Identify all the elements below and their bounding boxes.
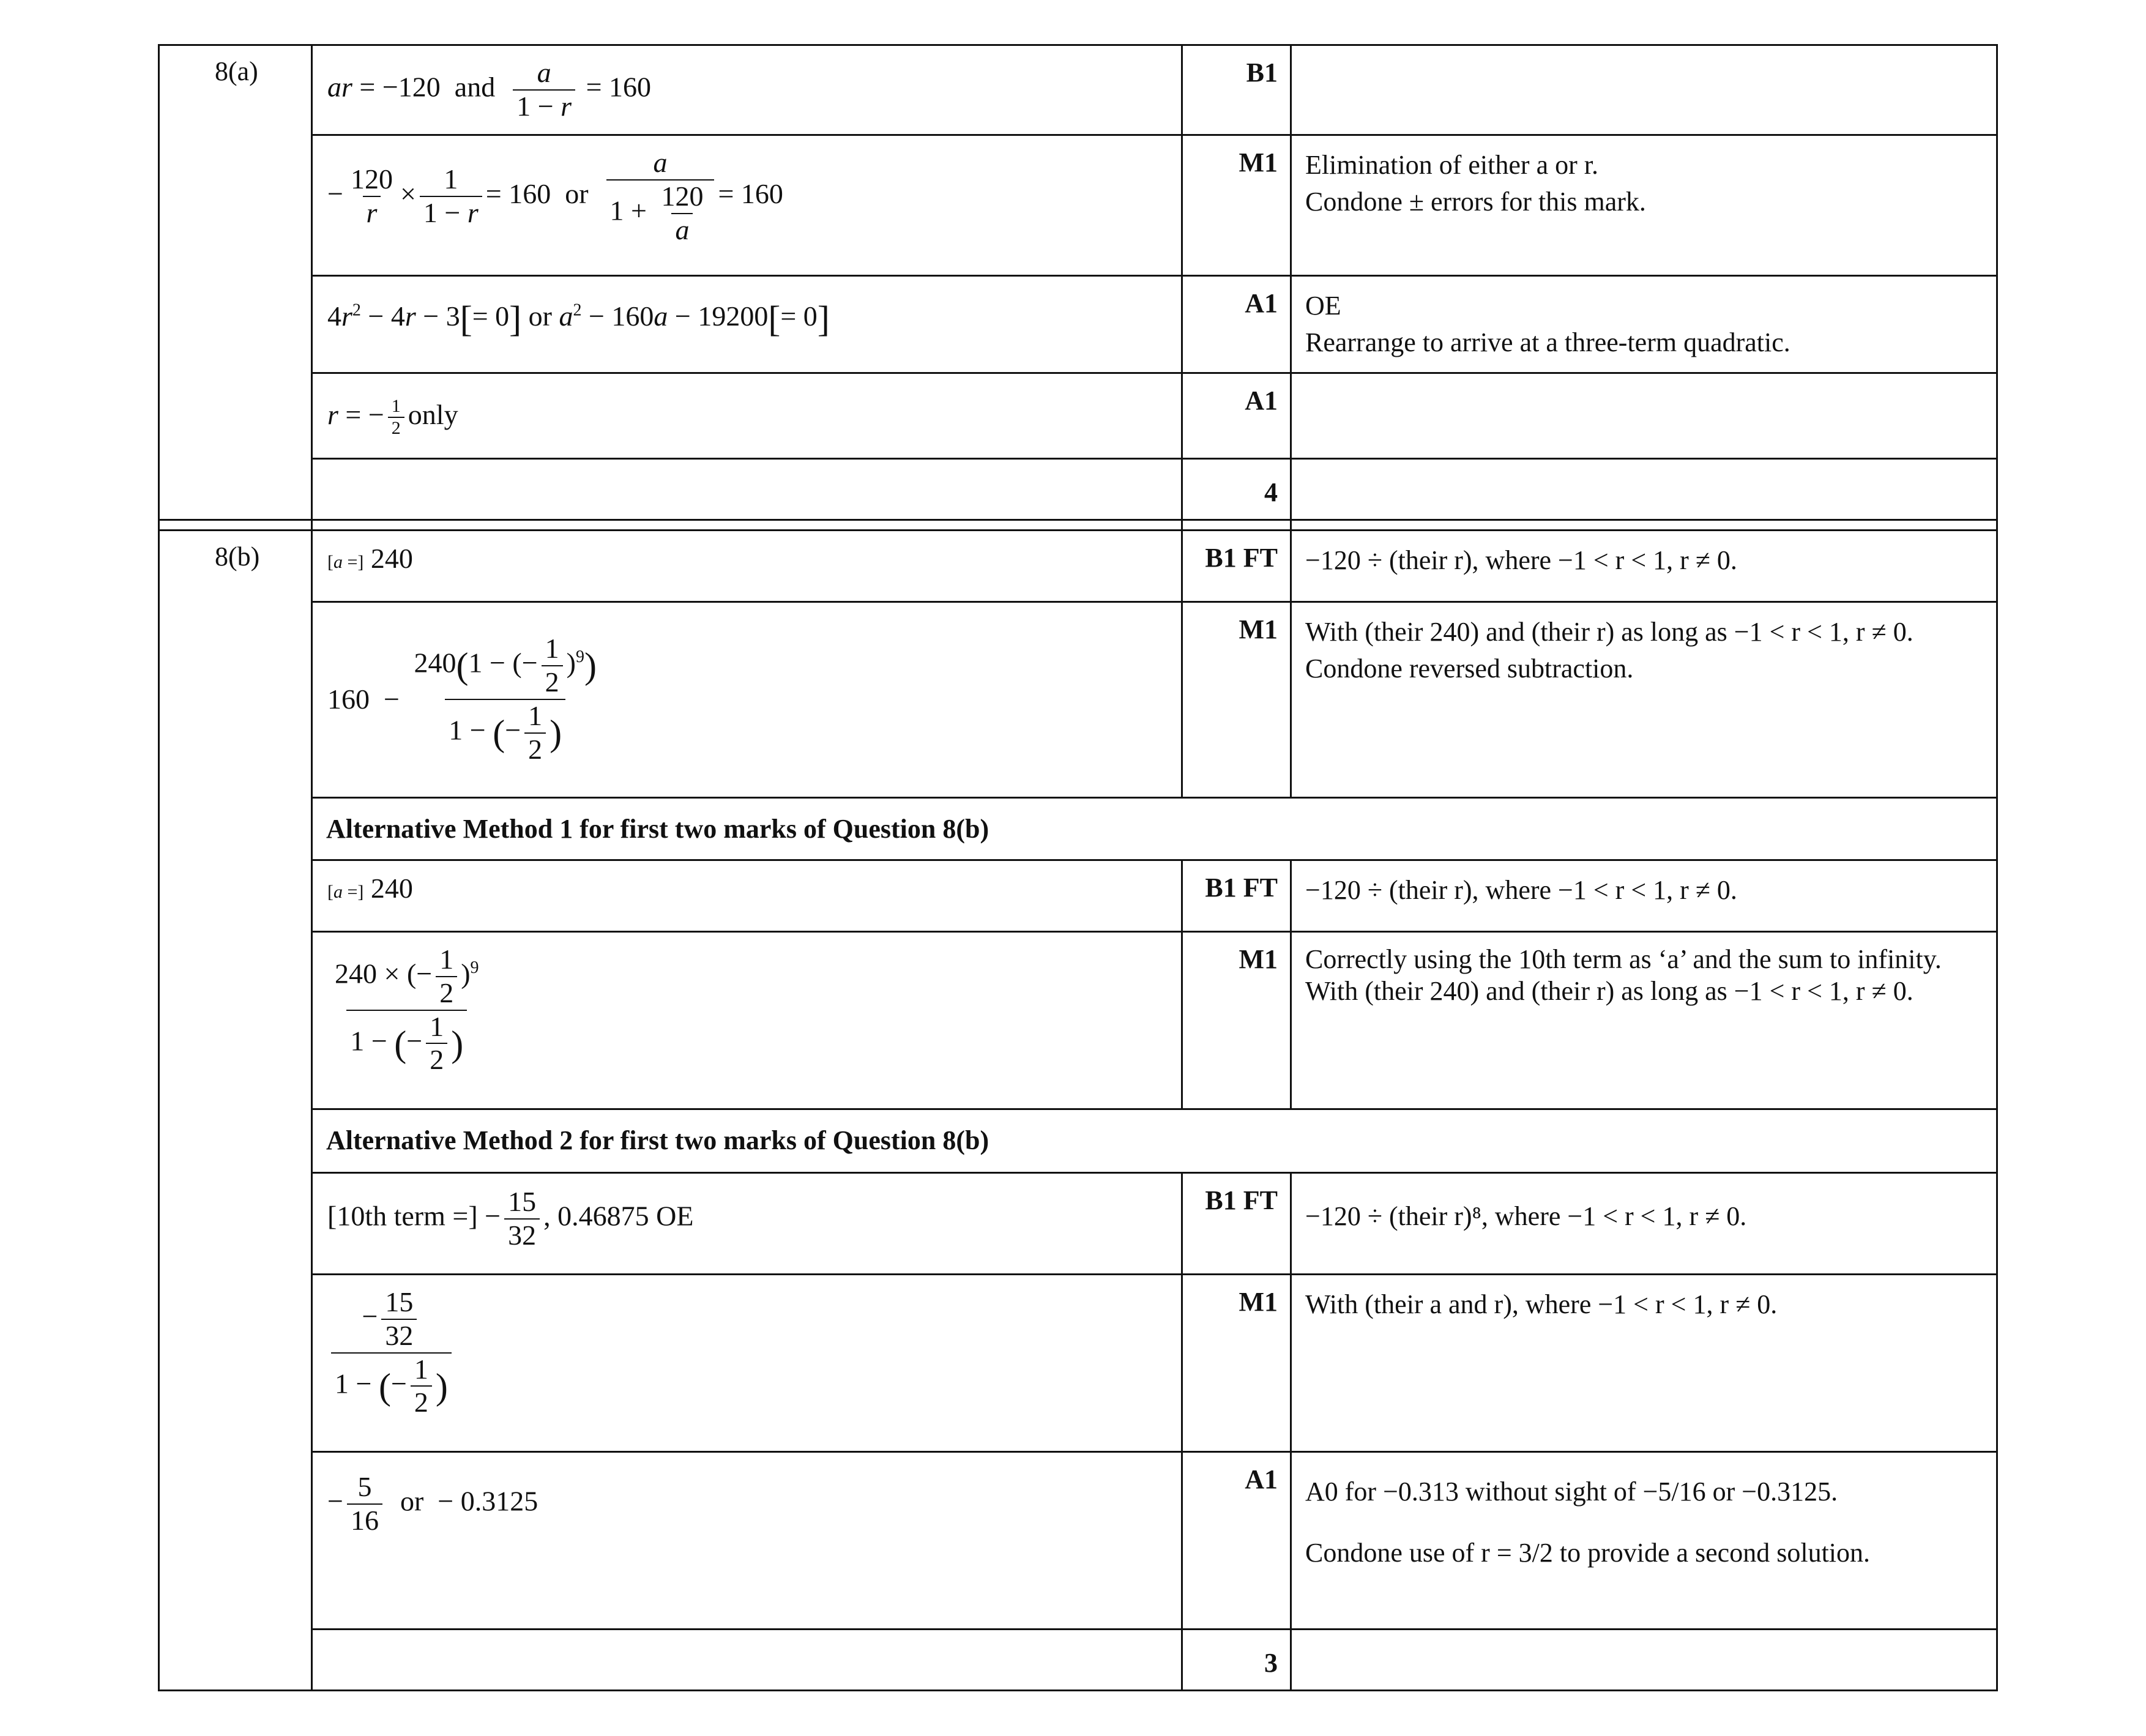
- table-row: [159, 275, 1997, 373]
- answer-cell: [10th term =] − $\frac{15}{32}$ , 0.46875 OE: [312, 1172, 1182, 1274]
- answer-cell: − $\frac{15}{32}$ 1 − (− $\frac{1}{2}$ ): [312, 1274, 1182, 1451]
- mark-cell: M1: [1182, 931, 1291, 1109]
- mark-cell: B1: [1182, 45, 1291, 135]
- table-row: [159, 45, 1997, 135]
- guidance-line: With (their 240) and (their r) as long as −1 < r < 1, r ≠ 0.: [1305, 975, 1913, 1006]
- table-row: [159, 1629, 1997, 1690]
- guidance-line: Condone reversed subtraction.: [1305, 653, 1634, 684]
- mark-cell: B1 FT: [1182, 1172, 1291, 1274]
- answer-cell: [a =] 240: [312, 530, 1182, 602]
- guidance-line: Correctly using the 10th term as ‘a’ and the sum to infinity.: [1305, 944, 1942, 974]
- table-row: [159, 1172, 1997, 1274]
- table-row: [159, 135, 1997, 275]
- guidance-cell: [1291, 45, 1997, 135]
- mark-cell: A1: [1182, 275, 1291, 373]
- answer-cell: − $\frac{120}{r}$ × $\frac{1}{1 - r}$ = 160 or a 1 + $\frac{120}{a}$ = 160: [312, 135, 1182, 275]
- mark-cell: B1 FT: [1182, 530, 1291, 602]
- alternative-method-heading: Alternative Method 1 for first two marks of Question 8(b): [312, 797, 1997, 860]
- guidance-cell: −120 ÷ (their r)⁸, where −1 < r < 1, r ≠ 0.: [1291, 1172, 1997, 1274]
- table-row: [159, 373, 1997, 458]
- mark-cell: M1: [1182, 602, 1291, 797]
- answer-cell: − $\frac{5}{16}$ or − 0.3125: [312, 1451, 1182, 1629]
- table-row: [159, 1274, 1997, 1451]
- table-row: [159, 860, 1997, 931]
- table-row: [159, 602, 1997, 797]
- guidance-cell: −120 ÷ (their r), where −1 < r < 1, r ≠ 0.: [1291, 530, 1997, 602]
- guidance-line: Elimination of either a or r.: [1305, 149, 1598, 180]
- guidance-cell: [1291, 373, 1997, 458]
- guidance-cell: [1291, 1629, 1997, 1690]
- guidance-line: Condone ± errors for this mark.: [1305, 186, 1646, 217]
- guidance-cell: [1291, 275, 1997, 373]
- section-separator: [159, 520, 1997, 530]
- mark-cell: B1 FT: [1182, 860, 1291, 931]
- guidance-cell: With (their a and r), where −1 < r < 1, r ≠ 0.: [1291, 1274, 1997, 1451]
- mark-cell: M1: [1182, 1274, 1291, 1451]
- mark-scheme-table: [158, 44, 1998, 1691]
- answer-cell: [312, 458, 1182, 520]
- guidance-cell: [1291, 1451, 1997, 1629]
- answer-cell: 160 − 240(1 − (− $\frac{1}{2}$ )$^9$) 1 − (− $\frac{1}{2}$ ): [312, 602, 1182, 797]
- guidance-cell: [1291, 135, 1997, 275]
- guidance-line: Condone use of r = 3/2 to provide a second solution.: [1305, 1537, 1871, 1568]
- mark-cell: A1: [1182, 1451, 1291, 1629]
- alternative-method-heading: Alternative Method 2 for first two marks of Question 8(b): [312, 1109, 1997, 1172]
- mark-cell: A1: [1182, 373, 1291, 458]
- table-row: [159, 1451, 1997, 1629]
- guidance-line: A0 for −0.313 without sight of −5/16 or −0.3125.: [1305, 1476, 1838, 1507]
- guidance-line: OE: [1305, 290, 1341, 321]
- guidance-cell: [1291, 602, 1997, 797]
- answer-cell: ar = −120 and $\frac{a}{1 - r}$ = 160: [312, 45, 1182, 135]
- guidance-cell: [1291, 458, 1997, 520]
- guidance-cell: −120 ÷ (their r), where −1 < r < 1, r ≠ 0.: [1291, 860, 1997, 931]
- guidance-line: With (their 240) and (their r) as long as −1 < r < 1, r ≠ 0.: [1305, 616, 1913, 647]
- answer-cell: [312, 1629, 1182, 1690]
- answer-cell: r = − $\frac{1}{2}$ only: [312, 373, 1182, 458]
- table-row: [159, 1109, 1997, 1172]
- guidance-line: Rearrange to arrive at a three-term quadratic.: [1305, 327, 1790, 357]
- mark-cell: M1: [1182, 135, 1291, 275]
- answer-cell: $4r^2 - 4r - 3[= 0]$ or $a^2 - 160a - 19200[= 0]$: [312, 275, 1182, 373]
- table-row: [159, 458, 1997, 520]
- table-row: [159, 931, 1997, 1109]
- table-row: [159, 797, 1997, 860]
- question-label: 8(a): [159, 45, 312, 520]
- answer-cell: [a =] 240: [312, 860, 1182, 931]
- guidance-cell: [1291, 931, 1997, 1109]
- question-label: 8(b): [159, 530, 312, 1690]
- total-mark: 4: [1182, 458, 1291, 520]
- table-row: [159, 530, 1997, 602]
- total-mark: 3: [1182, 1629, 1291, 1690]
- answer-cell: 240 × (− $\frac{1}{2}$ )$^9$ 1 − (− $\frac{1}{2}$ ): [312, 931, 1182, 1109]
